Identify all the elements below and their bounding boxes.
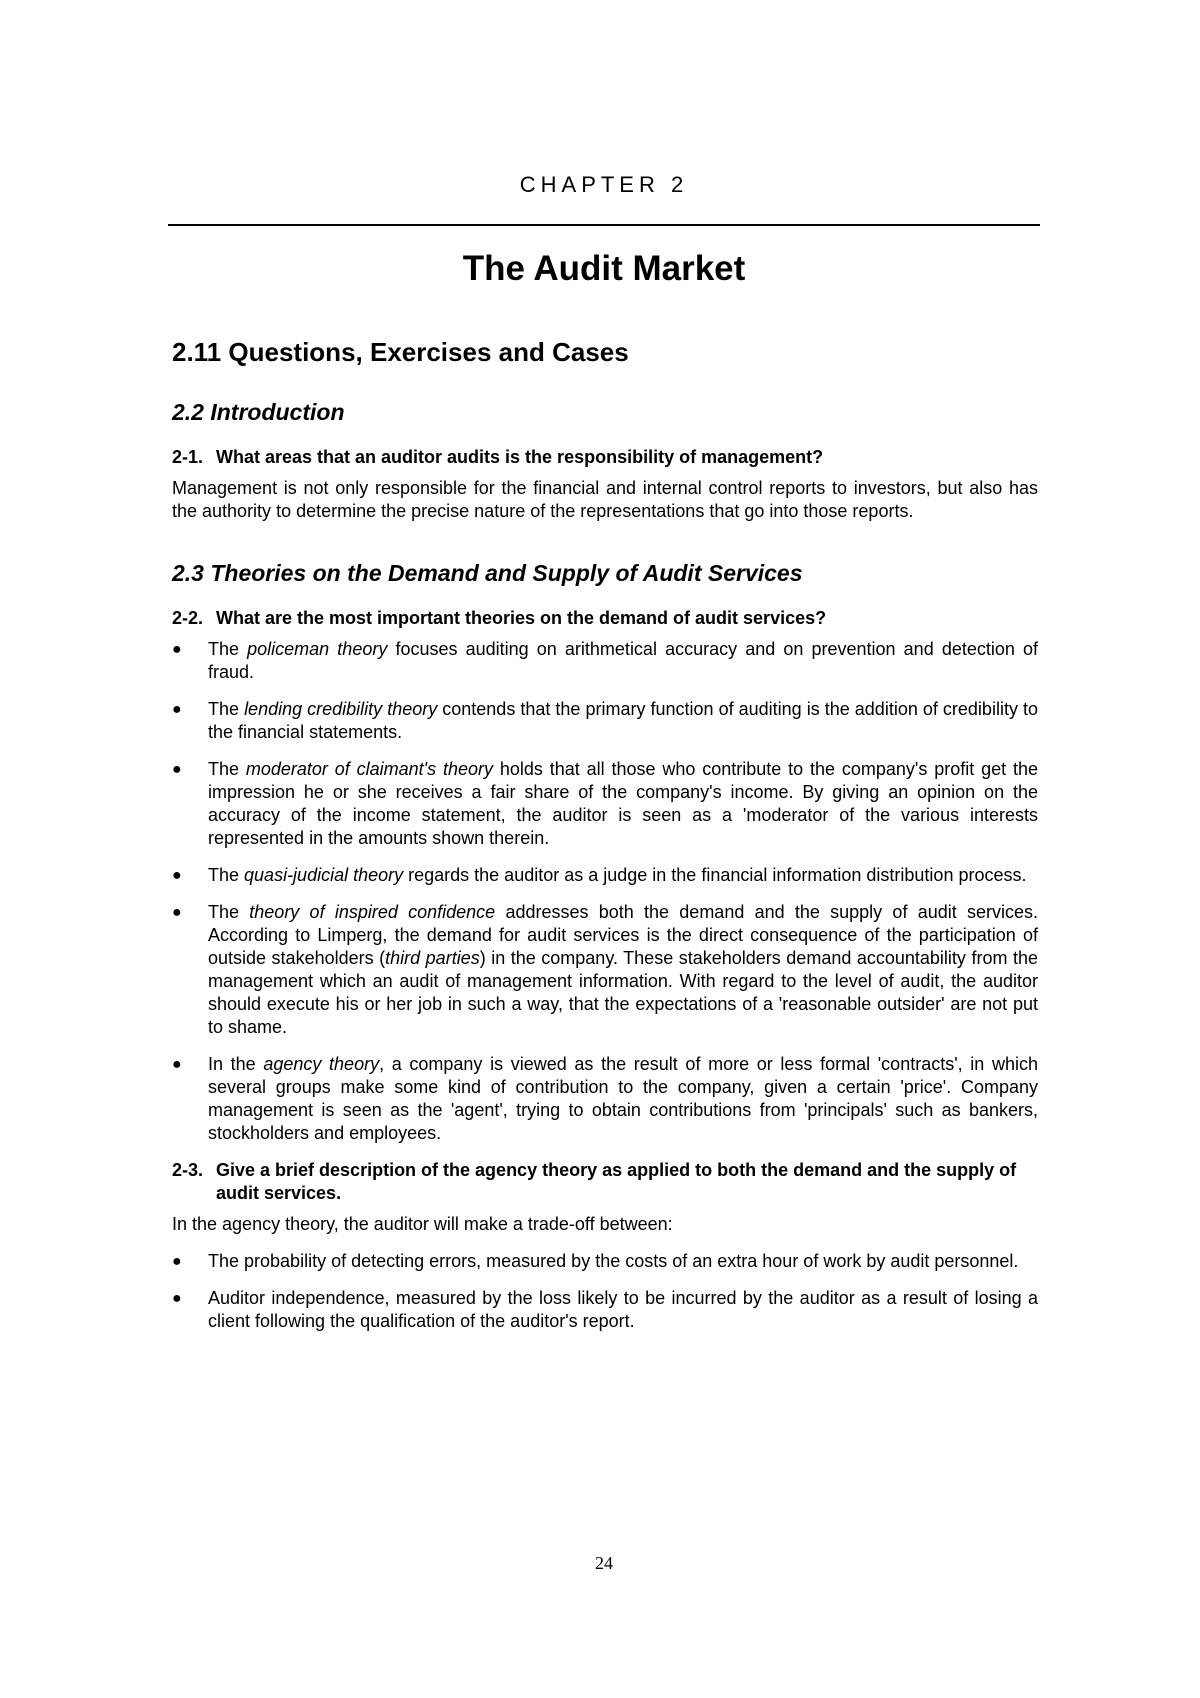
emphasis-term: third parties xyxy=(385,948,480,968)
theory-name: theory of inspired confidence xyxy=(249,902,496,922)
list-item-text: Auditor independence, measured by the loss likely to be incurred by the auditor as a result of losing a client following the qualification of the auditor's report. xyxy=(208,1288,1038,1331)
chapter-label: CHAPTER 2 xyxy=(519,172,689,197)
list-item xyxy=(172,1250,1038,1273)
list-item-text: The theory of inspired confidence addresses both the demand and the supply of audit services. According to Limperg, the demand for audit services is the direct consequence of the participation of outside stakeholders (third parties) in the company. These stakeholders demand accountability from the management which an audit of management information. With regard to the level of audit, the auditor should execute his or her job in such a way, that the expectations of a 'reasonable outsider' are not put to shame. xyxy=(208,902,1038,1037)
question-number: 2-3. xyxy=(172,1160,204,1180)
question-number: 2-1. xyxy=(172,447,204,467)
page-number: 24 xyxy=(595,1553,613,1573)
question-text: What areas that an auditor audits is the responsibility of management? xyxy=(216,447,824,467)
subsection-heading-theories: 2.3 Theories on the Demand and Supply of Audit Services xyxy=(172,560,803,586)
bullet-icon: ● xyxy=(172,1056,182,1073)
bullet-icon: ● xyxy=(172,1290,182,1307)
list-item xyxy=(172,901,1038,1039)
bullet-icon: ● xyxy=(172,867,182,884)
question-2-1 xyxy=(172,446,1038,469)
theories-list xyxy=(172,638,1038,1145)
list-item xyxy=(172,1053,1038,1145)
bullet-icon: ● xyxy=(172,904,182,921)
chapter-content xyxy=(172,336,1038,1347)
list-item-text: In the agency theory, a company is viewed as the result of more or less formal 'contracts', in which several groups make some kind of contribution to the company, given a certain 'price'. Company management is seen as the 'agent', trying to obtain contributions from 'principals' such as bankers, stockholders and employees. xyxy=(208,1054,1038,1143)
chapter-divider xyxy=(168,224,1040,226)
answer-paragraph: In the agency theory, the auditor will make a trade-off between: xyxy=(172,1214,673,1234)
answer-paragraph: Management is not only responsible for the financial and internal control reports to investors, but also has the authority to determine the precise nature of the representations that go into those reports. xyxy=(172,478,1038,521)
list-item xyxy=(172,758,1038,850)
theory-name: agency theory xyxy=(263,1054,380,1074)
theory-name: moderator of claimant's theory xyxy=(245,759,493,779)
list-item-text: The probability of detecting errors, measured by the costs of an extra hour of work by audit personnel. xyxy=(208,1251,1019,1271)
theory-name: policeman theory xyxy=(247,639,388,659)
list-item xyxy=(172,1287,1038,1333)
question-2-2 xyxy=(172,607,1038,630)
theory-name: lending credibility theory xyxy=(244,699,438,719)
list-item xyxy=(172,638,1038,684)
bullet-icon: ● xyxy=(172,701,182,718)
list-item-text: The lending credibility theory contends that the primary function of auditing is the addition of credibility to the financial statements. xyxy=(208,699,1038,742)
list-item xyxy=(172,864,1038,887)
list-item-text: The policeman theory focuses auditing on arithmetical accuracy and on prevention and detection of fraud. xyxy=(208,639,1038,682)
bullet-icon: ● xyxy=(172,641,182,658)
question-text: What are the most important theories on the demand of audit services? xyxy=(216,608,827,628)
subsection-heading-introduction: 2.2 Introduction xyxy=(172,399,345,425)
tradeoff-list xyxy=(172,1250,1038,1333)
chapter-title: The Audit Market xyxy=(462,249,746,288)
bullet-icon: ● xyxy=(172,1253,182,1270)
question-text: Give a brief description of the agency theory as applied to both the demand and the supply of audit services. xyxy=(216,1160,1017,1203)
bullet-icon: ● xyxy=(172,761,182,778)
list-item xyxy=(172,698,1038,744)
question-2-3 xyxy=(172,1159,1038,1205)
section-heading: 2.11 Questions, Exercises and Cases xyxy=(172,337,629,367)
theory-name: quasi-judicial theory xyxy=(244,865,404,885)
list-item-text: The moderator of claimant's theory holds that all those who contribute to the company's profit get the impression he or she receives a fair share of the company's income. By giving an opinion on the accuracy of the income statement, the auditor is seen as a 'moderator of the various interests represented in the amounts shown therein. xyxy=(208,759,1038,848)
list-item-text: The quasi-judicial theory regards the auditor as a judge in the financial information distribution process. xyxy=(208,865,1027,885)
question-number: 2-2. xyxy=(172,608,204,628)
